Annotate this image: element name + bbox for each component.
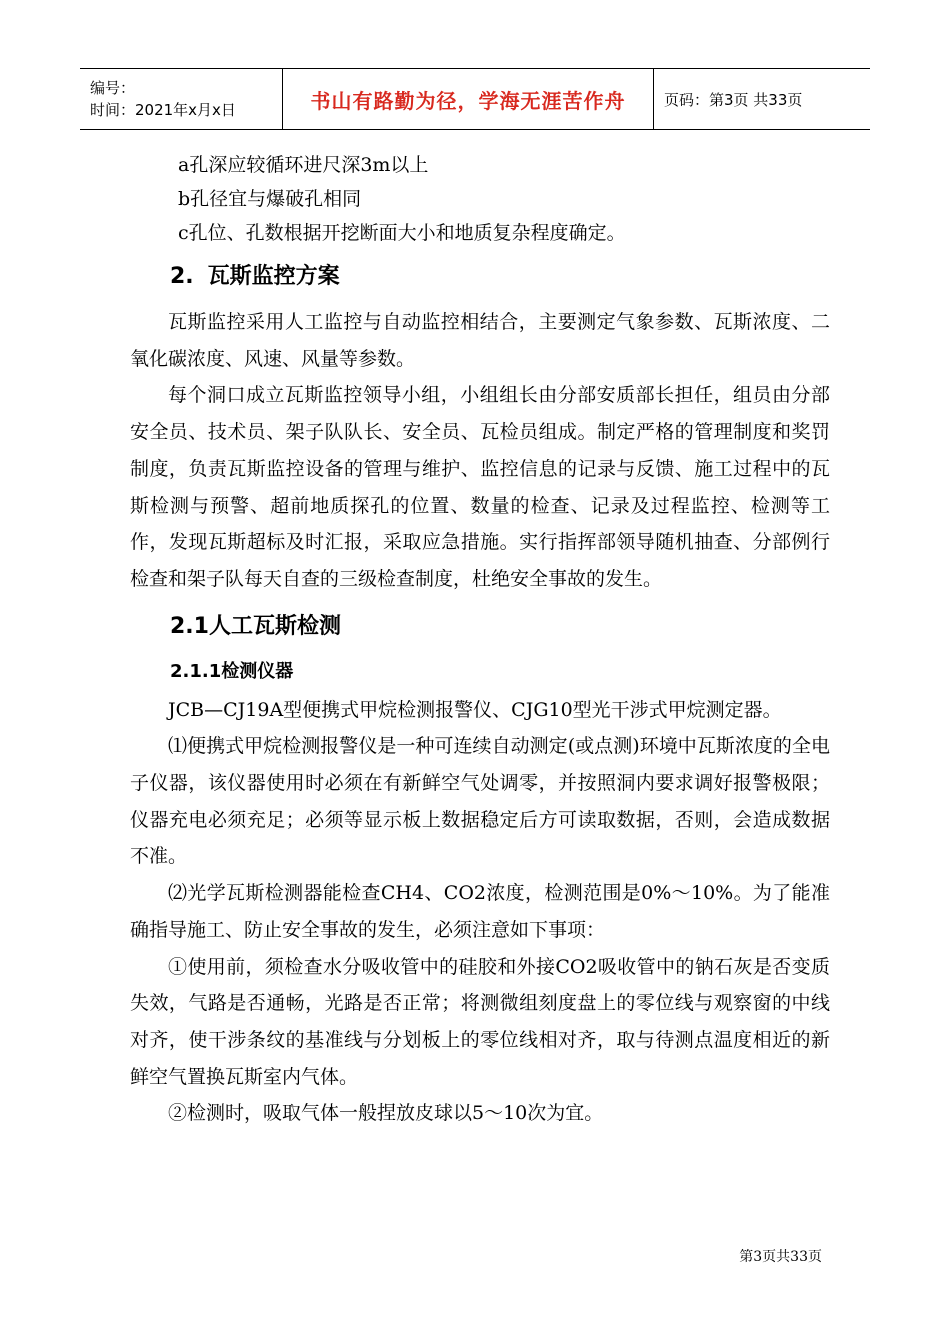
- section-2-1-1-heading: 2.1.1检测仪器: [170, 660, 294, 682]
- section-2-1-1-paragraph-2: ⑴便携式甲烷检测报警仪是一种可连续自动测定(或点测)环境中瓦斯浓度的全电子仪器，该仪器使用时必须在有新鲜空气处调零，并按照洞内要求调好报警极限；仪器充电必须充足；必须等显示板上数据稳定后方可读取数据，否则，会造成数据不准。: [130, 735, 830, 868]
- list-item-a: a孔深应较循环进尺深3m以上: [178, 154, 429, 176]
- section-2-number: 2.: [170, 264, 194, 289]
- section-2-1-1-paragraph-4: ①使用前，须检查水分吸收管中的硅胶和外接CO2吸收管中的钠石灰是否变质失效，气路是否通畅，光路是否正常；将测微组刻度盘上的零位线与观察窗的中线对齐，使干涉条纹的基准线与分划板上的零位线相对齐，取与待测点温度相近的新鲜空气置换瓦斯室内气体。: [130, 955, 830, 1088]
- header-page-label: 页码：第3页 共33页: [664, 90, 803, 109]
- header-motto: 书山有路勤为径，学海无涯苦作舟: [310, 88, 626, 113]
- section-2-1-heading: 2.1人工瓦斯检测: [170, 613, 341, 639]
- section-2-heading: [130, 252, 830, 302]
- section-2-1-1-paragraph-5: ②检测时，吸取气体一般捏放皮球以5～10次为宜。: [168, 1102, 604, 1125]
- header-meta: [80, 69, 283, 129]
- document-body: [130, 148, 830, 1132]
- document-number-label: 编号：: [90, 79, 136, 97]
- header-page-cell: [654, 69, 870, 129]
- section-2-paragraph-1: 瓦斯监控采用人工监控与自动监控相结合，主要测定气象参数、瓦斯浓度、二氧化碳浓度、风速、风量等参数。: [130, 311, 830, 370]
- document-time-label: 时间：2021年x月x日: [90, 101, 236, 119]
- header-motto-cell: [283, 69, 654, 129]
- list-item-c: c孔位、孔数根据开挖断面大小和地质复杂程度确定。: [178, 222, 626, 244]
- page-footer: 第3页共33页: [739, 1249, 822, 1265]
- section-2-paragraph-2: 每个洞口成立瓦斯监控领导小组，小组组长由分部安质部长担任，组员由分部安全员、技术员、架子队队长、安全员、瓦检员组成。制定严格的管理制度和奖罚制度，负责瓦斯监控设备的管理与维护、监控信息的记录与反馈、施工过程中的瓦斯检测与预警、超前地质探孔的位置、数量的检查、记录及过程监控、检测等工作，发现瓦斯超标及时汇报，采取应急措施。实行指挥部领导随机抽查、分部例行检查和架子队每天自查的三级检查制度，杜绝安全事故的发生。: [130, 384, 830, 590]
- section-2-1-1-paragraph-1: JCB—CJ19A型便携式甲烷检测报警仪、CJG10型光干涉式甲烷测定器。: [168, 698, 782, 721]
- page-header: [80, 68, 870, 130]
- section-2-1-1-paragraph-3: ⑵光学瓦斯检测器能检查CH4、CO2浓度，检测范围是0%～10%。为了能准确指导施工、防止安全事故的发生，必须注意如下事项：: [130, 882, 830, 941]
- list-item-b: b孔径宜与爆破孔相同: [178, 188, 362, 210]
- section-2-title: 瓦斯监控方案: [207, 264, 340, 289]
